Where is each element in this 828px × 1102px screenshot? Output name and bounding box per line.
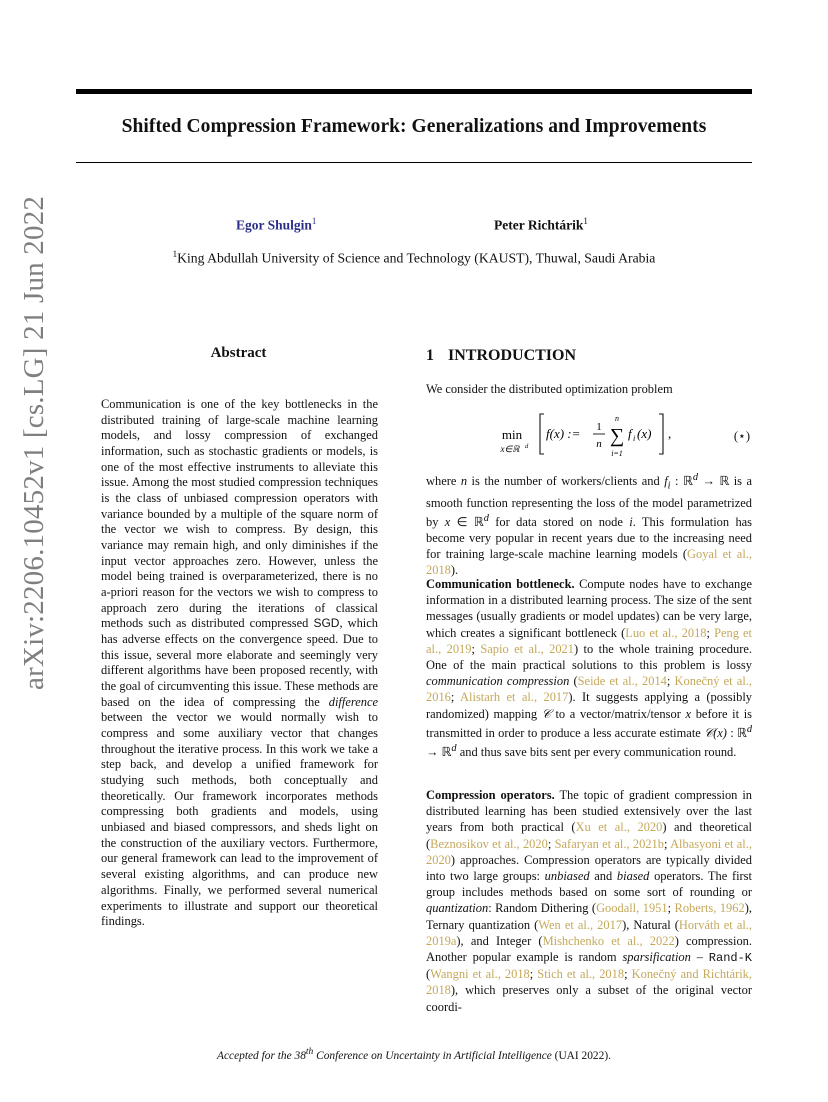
math-Cx: 𝒞(x) — [704, 725, 727, 740]
footer-text: Conference on Uncertainty in Artificial Intelligence — [313, 1049, 552, 1062]
text: ) compression. Another popular example is random — [426, 933, 752, 965]
footer-ordinal: th — [305, 1047, 314, 1057]
citation-link[interactable]: Luo et al., 2018 — [625, 625, 707, 640]
math-f: f — [664, 474, 668, 489]
author-peter-richtarik — [494, 216, 588, 234]
intro-paragraph — [426, 470, 752, 578]
text: ; — [529, 967, 538, 982]
conference-footer — [0, 1047, 828, 1062]
equation-star — [426, 408, 752, 464]
section-heading — [426, 347, 576, 365]
text: ; — [706, 625, 715, 640]
eq-sum-top: n — [615, 414, 619, 423]
eq-sum-bot: i=1 — [611, 449, 623, 458]
abstract-heading: Abstract — [210, 345, 267, 361]
emphasis: biased — [616, 869, 650, 884]
text: ), Natural ( — [622, 917, 679, 932]
text: before it is transmitted in order to produce a less accurate estimate — [426, 706, 753, 740]
arxiv-stamp: arXiv:2206.10452v1 [cs.LG] 21 Jun 2022 — [18, 195, 50, 690]
communication-bottleneck-paragraph — [426, 576, 752, 761]
eq-term: f — [628, 426, 632, 441]
text: ; — [547, 836, 555, 851]
affiliation-mark: 1 — [311, 216, 317, 226]
text: : Random Dithering ( — [488, 901, 597, 916]
math-d: d — [451, 743, 457, 755]
text: ( — [426, 967, 431, 982]
rand-k-term: Rand-K — [708, 951, 753, 966]
paper-title: Shifted Compression Framework: Generalizations and Improvements — [121, 116, 707, 137]
citation-link[interactable]: Beznosikov et al., 2020 — [430, 836, 548, 851]
text: where — [426, 474, 461, 489]
text: ; — [471, 641, 481, 656]
equation-tag: (⋆) — [733, 429, 750, 443]
citation-link[interactable]: Mishchenko et al., 2022 — [542, 933, 675, 948]
affiliation-mark: 1 — [583, 216, 588, 226]
paragraph-lead: Compression operators. — [426, 788, 555, 802]
text: ; — [663, 836, 671, 851]
text: ) to the whole training procedure. One of the main practical solutions to this problem is lossy — [426, 641, 752, 673]
title-top-rule — [76, 89, 752, 94]
footer-text: (UAI 2022). — [551, 1049, 611, 1062]
citation-link[interactable]: Goyal et al., 2018 — [426, 547, 752, 578]
paragraph-lead: Communication bottleneck. — [426, 577, 575, 591]
citation-link[interactable]: Wangni et al., 2018 — [430, 967, 530, 982]
text: → ℝ — [426, 745, 452, 760]
compression-operators-paragraph — [426, 787, 752, 1015]
emphasis: unbiased — [544, 869, 590, 884]
intro-lead: We consider the distributed optimization problem — [426, 382, 673, 396]
affiliation-mark: 1 — [172, 249, 178, 259]
text: ), Ternary quantization ( — [426, 901, 752, 932]
text: : ℝ — [726, 725, 747, 740]
text: and thus save bits sent per every communication round. — [456, 745, 737, 760]
equation-formula — [496, 408, 696, 464]
section-title: INTRODUCTION — [448, 347, 577, 364]
citation-link[interactable]: Albasyoni et al., 2020 — [426, 836, 752, 867]
text: ; — [624, 967, 632, 982]
eq-numerator: 1 — [596, 421, 602, 433]
footer-text: Accepted for the 38 — [217, 1049, 306, 1062]
text: operators. The first group includes methods based on some sort of rounding or — [426, 869, 752, 900]
author-egor-shulgin[interactable] — [236, 216, 316, 234]
citation-link[interactable]: Xu et al., 2020 — [575, 820, 663, 835]
text: ), and Integer ( — [456, 933, 543, 948]
math-i: i — [667, 480, 671, 492]
eq-min-sub-sup: d — [525, 443, 529, 450]
text: ), which preserves only a subset of the original vector coordi- — [426, 983, 752, 1014]
math-d: d — [692, 472, 698, 483]
emphasis: sparsification — [622, 950, 691, 965]
citation-link[interactable]: Horváth et al., 2019a — [426, 917, 753, 948]
eq-right-bracket — [659, 414, 663, 454]
citation-link[interactable]: Peng et al., 2019 — [426, 625, 752, 656]
text: ) approaches. Compression operators are typically divided into two large groups: — [426, 852, 752, 884]
sgd-term: SGD — [313, 616, 340, 631]
emphasis: communication compression — [426, 674, 570, 689]
text: ; — [666, 674, 675, 689]
citation-link[interactable]: Konečný and Richtárik, 2018 — [426, 967, 752, 998]
citation-link[interactable]: Stich et al., 2018 — [537, 967, 625, 982]
citation-link[interactable]: Konečný et al., 2016 — [426, 674, 752, 705]
eq-f: f(x) := — [546, 426, 581, 441]
citation-link[interactable]: Goodall, 1951 — [596, 901, 668, 916]
text: ; — [667, 901, 675, 916]
section-number: 1 — [426, 347, 434, 364]
text: ; — [450, 690, 461, 705]
emphasis: quantization — [426, 901, 489, 916]
citation-link[interactable]: Safaryan et al., 2021b — [554, 836, 664, 851]
eq-sum: ∑ — [609, 425, 625, 447]
text: – — [690, 950, 709, 965]
abstract-text: Communication is one of the key bottlenecks in the distributed training of large-scale machine learning models, and lossy compression of exchanged information, such as stochastic gradients or models, is one of the most effective instruments to alleviate this issue. Among the most studied compression techniques is the class of unbiased compression operators with variance bounded by a multiple of the square norm of the vector we wish to compress. By design, this variance may remain high, and only diminishes if the input vector approaches zero. However, unless the model being trained is overparameterized, there is no a-priori reason for the vectors we wish to compress to approach zero during the iterations of classical methods such as distributed compressed — [101, 397, 378, 631]
eq-min-sub: x∈ℝ — [500, 444, 520, 454]
text: : ℝ — [670, 474, 693, 489]
citation-link[interactable]: Wen et al., 2017 — [538, 917, 623, 932]
text: ( — [569, 674, 578, 689]
affiliation — [0, 249, 828, 267]
author-name: Egor Shulgin — [236, 217, 312, 233]
text: The topic of gradient compression in distributed learning has been studied extensively over the last years from both practical ( — [426, 788, 752, 835]
text: Compute nodes have to exchange information in a distributed learning process. The size of the sent messages (usually gradients or model updates) can be very large, which creates a significant bottleneck ( — [426, 577, 752, 640]
abstract-emphasis: difference — [328, 694, 378, 709]
math-d: d — [746, 723, 752, 735]
eq-term-sub: i — [633, 434, 636, 443]
math-x: x — [444, 514, 451, 529]
abstract-text: , which has adverse effects on the convergence speed. Due to this issue, several more elaborate and seemingly very different algorithms have been proposed recently, with the goal of circumventing this issue. These methods are based on the idea of compressing the — [101, 616, 378, 709]
abstract-text: between the vector we would normally wish to compress and some auxiliary vector that changes throughout the iterative process. In this work we take a step back, and develop a unified framework for studying such methods, both conceptually and theoretically. Our framework incorporates methods compressing both gradients and models, using unbiased and biased compressors, and sheds light on the construction of the auxiliary vectors. Furthermore, our general framework can lead to the improvement of several existing algorithms, and can produce new algorithms. Finally, we performed several numerical experiments to illustrate and support our theoretical findings. — [101, 710, 378, 929]
math-d: d — [483, 512, 489, 524]
text: → ℝ is a smooth function representing the loss of the model parametrized by — [426, 474, 752, 529]
citation-link[interactable]: Sapio et al., 2021 — [480, 641, 574, 656]
eq-comma: , — [668, 426, 672, 441]
eq-left-bracket — [540, 414, 544, 454]
math-n: n — [460, 474, 468, 489]
text: ) and theoretical ( — [426, 820, 752, 851]
math-x: x — [685, 706, 692, 721]
text: and — [589, 869, 617, 884]
text: to a vector/matrix/tensor — [550, 706, 686, 721]
citation-link[interactable]: Seide et al., 2014 — [577, 674, 667, 689]
abstract-body — [101, 397, 378, 930]
text: . This formulation has become very popular in recent years due to the increasing need for training large-scale machine learning models ( — [426, 514, 753, 562]
text: is the number of workers/clients and — [467, 474, 665, 489]
math-C: 𝒞 — [541, 706, 551, 721]
title-bottom-rule — [76, 162, 752, 163]
text: ). It suggests applying a (possibly randomized) mapping — [426, 690, 752, 721]
citation-link[interactable]: Roberts, 1962 — [674, 901, 745, 916]
eq-term-arg: (x) — [637, 426, 652, 441]
math-i: i — [629, 514, 633, 529]
author-name: Peter Richtárik — [494, 217, 584, 233]
text: for data stored on node — [488, 514, 630, 529]
text: ∈ ℝ — [450, 514, 484, 529]
eq-min: min — [501, 427, 523, 442]
text: ). — [450, 563, 459, 578]
eq-denominator: n — [596, 438, 602, 450]
citation-link[interactable]: Alistarh et al., 2017 — [460, 690, 569, 705]
affiliation-text: King Abdullah University of Science and Technology (KAUST), Thuwal, Saudi Arabia — [177, 250, 656, 266]
